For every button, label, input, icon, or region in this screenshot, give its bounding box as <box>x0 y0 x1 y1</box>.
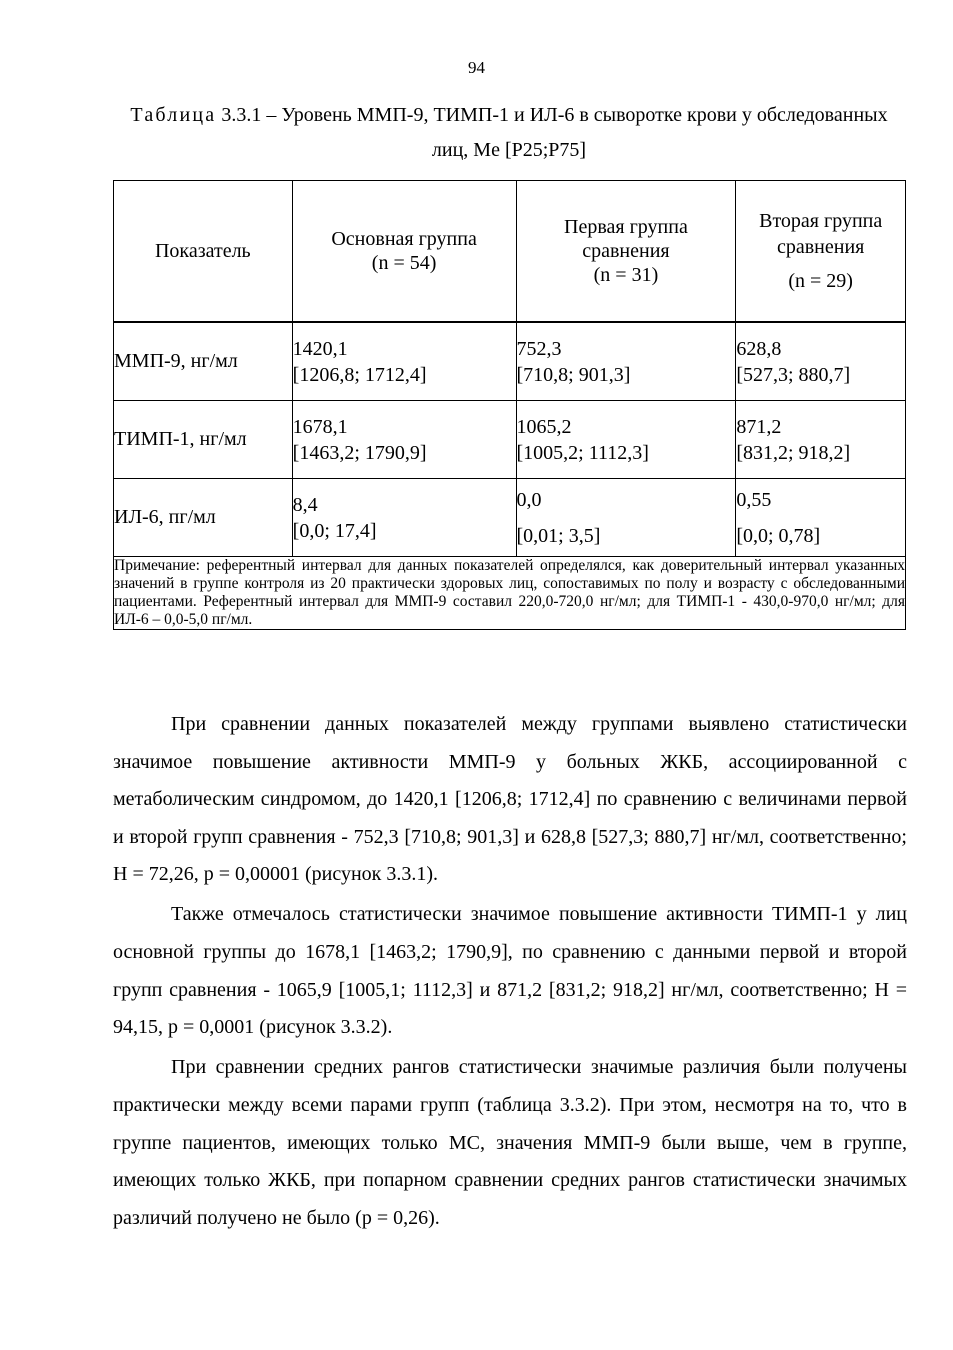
table-row <box>114 322 906 401</box>
cell-median: 8,4 <box>292 493 318 516</box>
cell-range: [527,3; 880,7] <box>736 363 851 386</box>
cell-group2 <box>736 322 906 401</box>
cell-range: [0,0; 0,78] <box>736 524 821 547</box>
table-caption-text: 3.3.1 – Уровень ММП-9, ТИМП-1 и ИЛ-6 в сыворотке крови у обследованных лиц, Me [P25;P75] <box>216 104 888 161</box>
header-main-group <box>292 181 516 323</box>
body-text <box>113 706 907 1240</box>
header-main-group-name: Основная группа <box>331 228 477 250</box>
cell-group1 <box>516 401 736 479</box>
cell-main <box>292 322 516 401</box>
cell-main <box>292 479 516 557</box>
cell-group2 <box>736 479 906 557</box>
paragraph: При сравнении данных показателей между группами выявлено статистически значимое повышение активности ММП-9 у больных ЖКБ, ассоциированной с метаболическим синдромом, до 1420,1 [1206,8; 1712,4] по сравнению с величинами первой и второй групп сравнения - 752,3 [710,8; 901,3] и 628,8 [527,3; 880,7] нг/мл, соответственно; Н = 72,26, р = 0,00001 (рисунок 3.3.1). <box>113 713 907 886</box>
header-group1-name: Первая группа сравнения <box>564 216 688 262</box>
table-header-row <box>114 181 906 323</box>
cell-group1 <box>516 322 736 401</box>
header-main-group-n: (n = 54) <box>371 252 437 274</box>
row-indicator: ТИМП-1, нг/мл <box>114 401 293 479</box>
cell-range: [0,0; 17,4] <box>292 519 377 542</box>
cell-median: 1065,2 <box>516 415 572 438</box>
cell-range: [710,8; 901,3] <box>516 363 631 386</box>
cell-range: [831,2; 918,2] <box>736 441 851 464</box>
paragraph: Также отмечалось статистически значимое повышение активности ТИМП-1 у лиц основной группы до 1678,1 [1463,2; 1790,9], по сравнению с данными первой и второй групп сравнения - 1065,9 [1005,1; 1112,3] и 871,2 [831,2; 918,2] нг/мл, соответственно; Н = 94,15, р = 0,0001 (рисунок 3.3.2). <box>113 903 907 1039</box>
header-group2 <box>736 181 906 323</box>
row-indicator: ММП-9, нг/мл <box>114 322 293 401</box>
table-row <box>114 401 906 479</box>
cell-median: 0,0 <box>516 488 542 511</box>
cell-median: 0,55 <box>736 488 772 511</box>
cell-group1 <box>516 479 736 557</box>
cell-range: [1463,2; 1790,9] <box>292 441 427 464</box>
cell-range: [1005,2; 1112,3] <box>516 441 649 464</box>
page-number: 94 <box>468 58 485 77</box>
cell-range: [0,01; 3,5] <box>516 524 601 547</box>
header-group1-n: (n = 31) <box>593 264 659 286</box>
cell-group2 <box>736 401 906 479</box>
cell-median: 1678,1 <box>292 415 348 438</box>
table-note: Примечание: референтный интервал для данных показателей определялся, как доверительный интервал указанных значений в группе контроля из 20 практически здоровых лиц, сопоставимых по полу и возрасту с обследованными пациентами. Референтный интервал для ММП-9 составил 220,0-720,0 нг/мл; для ТИМП-1 - 430,0-970,0 нг/мл; для ИЛ-6 – 0,0-5,0 пг/мл. <box>114 557 905 628</box>
header-group2-name: Вторая группа сравнения <box>759 210 883 258</box>
row-indicator: ИЛ-6, пг/мл <box>114 479 293 557</box>
cell-range: [1206,8; 1712,4] <box>292 363 427 386</box>
header-group2-n: (n = 29) <box>788 270 853 292</box>
cell-median: 1420,1 <box>292 337 348 360</box>
cell-median: 628,8 <box>736 337 782 360</box>
table-caption <box>113 98 905 168</box>
cell-main <box>292 401 516 479</box>
cell-median: 752,3 <box>516 337 562 360</box>
results-table <box>113 180 906 630</box>
table-row <box>114 479 906 557</box>
paragraph: При сравнении средних рангов статистически значимые различия были получены практически между всеми парами групп (таблица 3.3.2). При этом, несмотря на то, что в группе пациентов, имеющих только МС, значения ММП-9 были выше, чем в группе, имеющих только ЖКБ, при попарном сравнении средних рангов статистически значимых различий получено не было (р = 0,26). <box>113 1056 907 1229</box>
header-group1 <box>516 181 736 323</box>
header-indicator: Показатель <box>114 181 293 323</box>
table-note-row <box>114 557 906 630</box>
table-caption-label: Таблица <box>130 104 217 126</box>
cell-median: 871,2 <box>736 415 782 438</box>
